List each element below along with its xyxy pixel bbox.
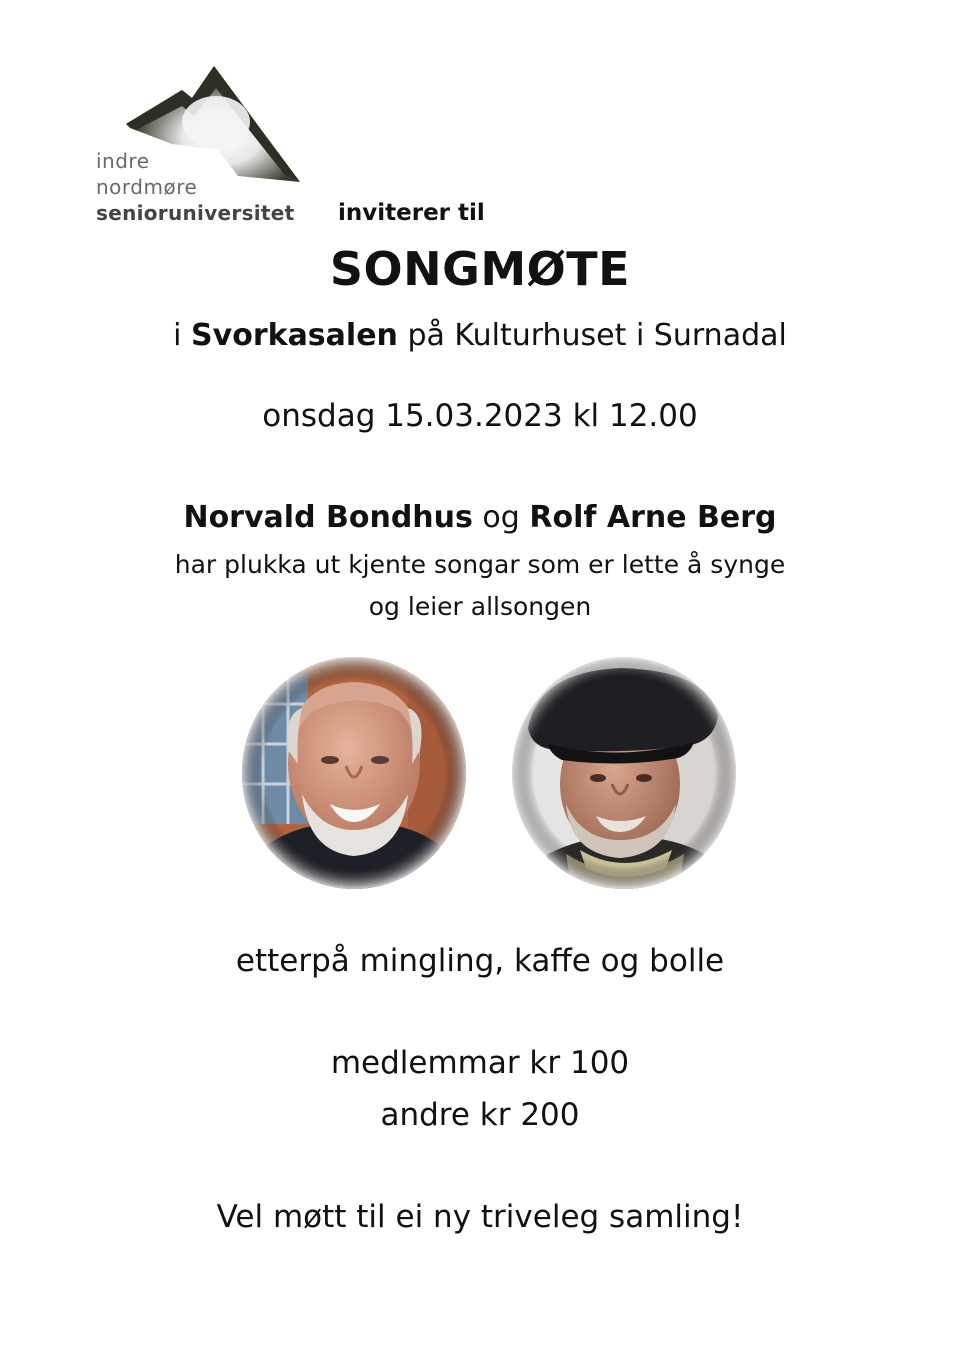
venue-line — [0, 318, 960, 353]
venue-rest: på Kulturhuset i Surnadal — [407, 318, 787, 353]
portrait-rolf-arne-berg — [508, 654, 740, 892]
description-line-2: og leier allsongen — [368, 592, 592, 621]
logo-text-senioruniversitet: senioruniversitet — [96, 201, 295, 225]
after-event-text: etterpå mingling, kaffe og bolle — [235, 943, 725, 979]
event-date: onsdag 15.03.2023 kl 12.00 — [262, 398, 698, 434]
organization-logo — [88, 58, 328, 238]
performer-name-1: Norvald Bondhus — [183, 500, 473, 535]
logo-text-nordmore: nordmøre — [96, 175, 198, 199]
venue-hall: Svorkasalen — [191, 318, 398, 353]
performers-line — [0, 500, 960, 535]
price-others: andre kr 200 — [380, 1097, 580, 1133]
price-members: medlemmar kr 100 — [330, 1045, 630, 1081]
welcome-text: Vel møtt til ei ny triveleg samling! — [216, 1199, 744, 1235]
venue-prefix: i — [173, 318, 182, 353]
description-line-1: har plukka ut kjente songar som er lette å synge — [174, 550, 786, 579]
event-title: SONGMØTE — [329, 242, 631, 296]
performer-joiner: og — [482, 500, 520, 535]
performer-name-2: Rolf Arne Berg — [529, 500, 777, 535]
portrait-norvald-bondhus — [238, 654, 470, 892]
logo-text-indre: indre — [96, 149, 150, 173]
invite-text: inviterer til — [338, 200, 485, 226]
